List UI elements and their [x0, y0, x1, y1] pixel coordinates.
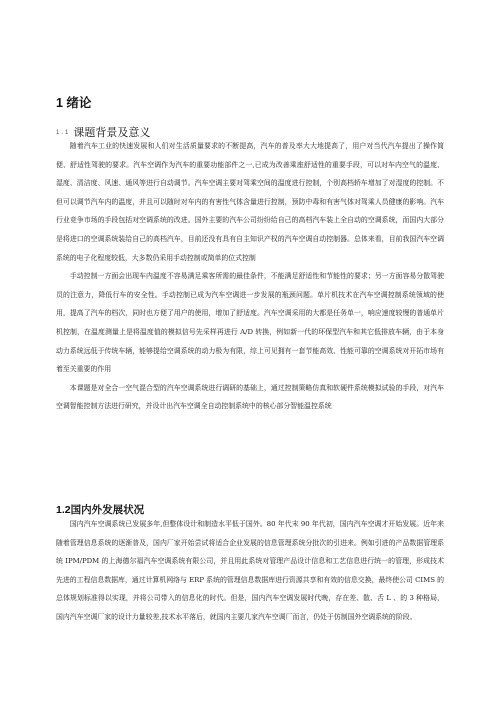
section-number: 1.1: [56, 130, 71, 137]
paragraph: 随着汽车工业的快速发展和人们对生活质量要求的不断提高，汽车的普及率大大地提高了，用户对当代汽车提出了操作简便、舒适性驾驶的要求。汽车空调作为汽车的重要功能部件之一,已成为改善乘座舒适性的重要手段，可以对车内空气的温度、湿度、清洁度、风速、通风等进行自动调节。汽车空调主要对驾乘空间的温度进行控制，个别高档轿车增加了对湿度的控制。不但可以调节汽车内的温度，并且可以随时对车内的有害性气体含量进行控制，预防中毒和有害气体对驾乘人员健康的影响。汽车行业竞争市场的手段包括对空调系统的改进。国外主要的汽车公司纷纷给自己的高档汽车装上全自动的空调系统，而国内大部分是将进口的空调系统装给自己的高档汽车，目前还没有具有自主知识产权的汽车空调自动控制器。总体来看，目前我国汽车空调系统的电子化程度较低，大多数仍采用手动控制或简单的位式控制: [56, 142, 444, 262]
paragraph: 手动控制一方面会出现车内温度不容易满足乘客所需的最佳条件，不能满足舒适性和节能性的要求；另一方面容易分散驾驶员的注意力，降低行车的安全性。手动控制已成为汽车空调进一步发展的瓶颈问题。单片机技术在汽车空调控制系统领域的使用，提高了汽车的档次，同时也方便了用户的使用，增加了舒适度。汽车空调采用的大都是任务单一，响应速度较慢的普通单片机控制，在温度测量上是将温度值的模拟信号先采样再进行 A/D 转换，例如新一代的环保型汽车和其它低排放车辆，由于本身动力系统远低于传统车辆，能够提给空调系统的动力极为有限，综上可见拥有一套节能高效、性能可靠的空调系统对开拓市场有着至关重要的作用: [56, 272, 444, 374]
section-heading-1-2: 1.2国内外发展状况: [56, 504, 145, 516]
paragraph: 国内汽车空调系统已发展多年,但整体设计和制造水平低于国外。80 年代末 90 年代初，国内汽车空调才开始发展。近年来随着管理信息系统的逐渐普及，国内厂家开始尝试将适合企业发展的信息管理系统分批次的引进来。例如引进的产品数据管理系统 IPM/PDM 的上海德尔福汽车空调系统有限公司，并且用此系统对管理产品设计信息和工艺信息进行统一的管理，形成技术先进的工程信息数据库，通过计算机网络与 ERP 系统的管理信息数据库进行资源共享和有效的信息交换，最终使公司 CIMS 的总体规划标准得以实现，并将公司带入的信息化的时代。但是，国内汽车空调发展时代晚，存在差、散、舌 L 、的 3 种格局，国内汽车空调厂家的设计力量较差,技术水平落后，就国内主要几家汽车空调厂而言，仍处于仿制国外空调系统的阶段。: [56, 520, 444, 621]
chapter-heading: 1 绪论: [56, 96, 92, 110]
section-1-1-body: [56, 137, 444, 416]
section-title: 课题背景及意义: [73, 127, 151, 139]
paragraph: 本课题是对全合一空气混合型的汽车空调系统进行调研的基础上，通过控制策略仿真和软硬件系统模拟试验的手段，对汽车空调智能控制方法进行研究，并设计出汽车空调全自动控制系统中的核心部分智能温控系统: [56, 383, 444, 411]
section-1-2-body: [56, 515, 444, 627]
